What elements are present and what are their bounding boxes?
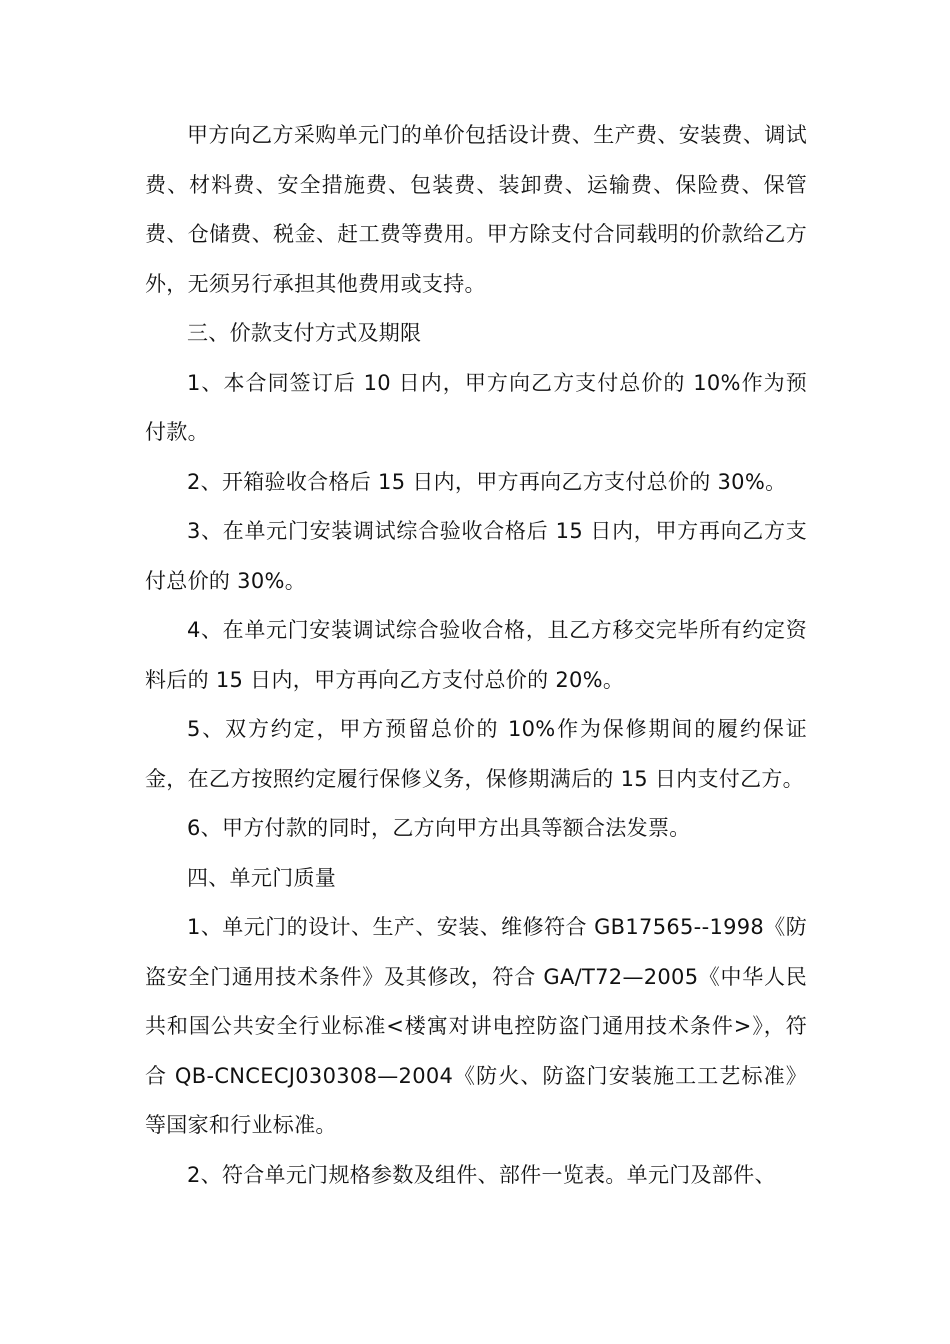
paragraph-payment-4: 4、在单元门安装调试综合验收合格，且乙方移交完毕所有约定资料后的 15 日内，甲方再向乙方支付总价的 20%。	[145, 618, 807, 692]
section-heading-payment: 三、价款支付方式及期限	[187, 321, 422, 345]
paragraph-unit-price-scope: 甲方向乙方采购单元门的单价包括设计费、生产费、安装费、调试费、材料费、安全措施费、包装费、装卸费、运输费、保险费、保管费、仓储费、税金、赶工费等费用。甲方除支付合同载明的价款给乙方外，无须另行承担其他费用或支持。	[145, 123, 807, 296]
paragraph-payment-2: 2、开箱验收合格后 15 日内，甲方再向乙方支付总价的 30%。	[187, 469, 787, 494]
paragraph-quality-2: 2、符合单元门规格参数及组件、部件一览表。单元门及部件、	[187, 1162, 776, 1187]
paragraph-payment-3: 3、在单元门安装调试综合验收合格后 15 日内，甲方再向乙方支付总价的 30%。	[145, 519, 807, 593]
paragraph-payment-6: 6、甲方付款的同时，乙方向甲方出具等额合法发票。	[187, 816, 691, 840]
paragraph-payment-1: 1、本合同签订后 10 日内，甲方向乙方支付总价的 10%作为预付款。	[145, 370, 807, 444]
section-heading-quality: 四、单元门质量	[187, 865, 337, 890]
document-body	[145, 111, 807, 1200]
paragraph-quality-1: 1、单元门的设计、生产、安装、维修符合 GB17565--1998《防盗安全门通用技术条件》及其修改，符合 GA/T72—2005《中华人民共和国公共安全行业标准<楼寓对讲电控防盗门通用技术条件>》，符合 QB-CNCECJ030308—2004《防火、防盗门安装施工工艺标准》等国家和行业标准。	[145, 915, 807, 1137]
paragraph-payment-5: 5、双方约定，甲方预留总价的 10%作为保修期间的履约保证金，在乙方按照约定履行保修义务，保修期满后的 15 日内支付乙方。	[145, 717, 807, 791]
